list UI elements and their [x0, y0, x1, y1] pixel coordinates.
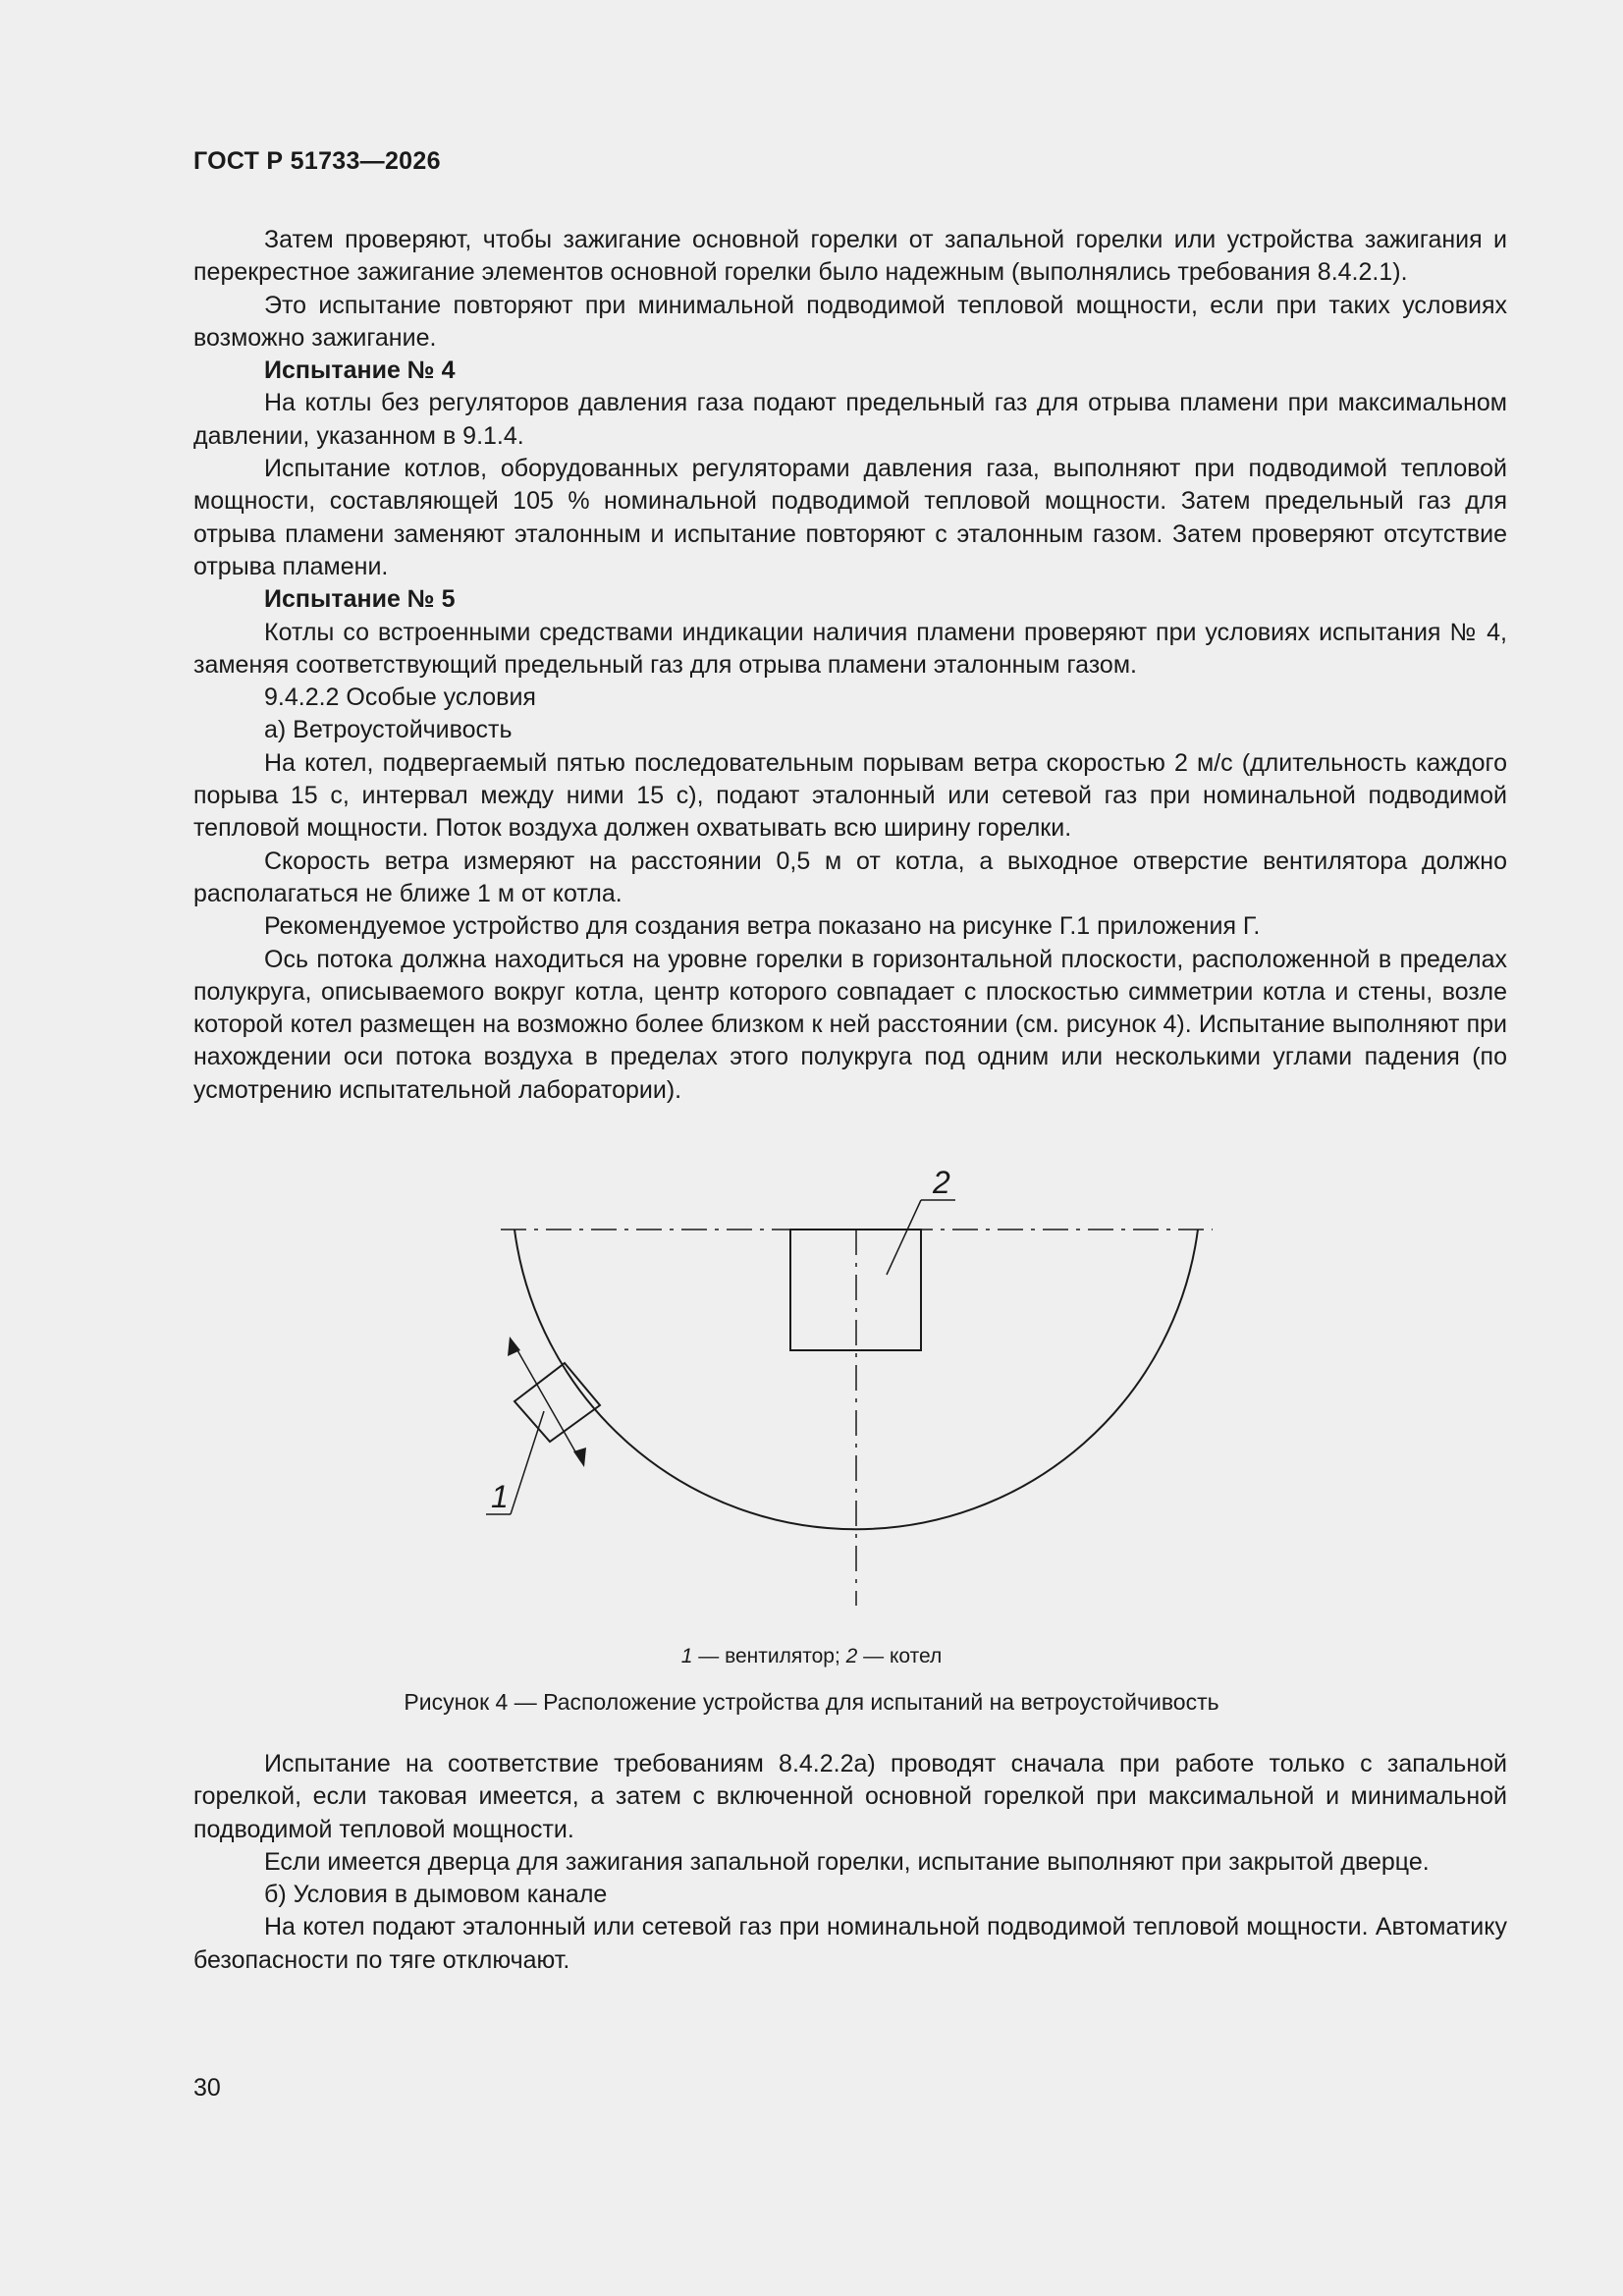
- paragraph: Ось потока должна находиться на уровне горелки в горизонтальной плоскости, расположенной в пределах полукруга, описываемого вокруг котла, центр которого совпадает с плоскостью симметрии котла и стены, возле которой котел размещен на возможно более близком к ней расстоянии (см. рисунок 4). Испытание выполняют при нахождении оси потока воздуха в пределах этого полукруга под одним или несколькими углами падения (по усмотрению испытательной лаборатории).: [193, 945, 1507, 1104]
- paragraph: Испытание на соответствие требованиям 8.4.2.2а) проводят сначала при работе только с запальной горелкой, если таковая имеется, а затем с включенной основной горелкой при максимальной и минимальной подводимой тепловой мощности.: [193, 1750, 1507, 1843]
- legend-text-2: — котел: [857, 1645, 943, 1667]
- figure-legend: [0, 1645, 1623, 1668]
- legend-num-2: 2: [845, 1645, 858, 1667]
- paragraph: На котлы без регуляторов давления газа подают предельный газ для отрыва пламени при максимальном давлении, указанном в 9.1.4.: [193, 389, 1507, 450]
- legend-num-1: 1: [680, 1645, 693, 1667]
- paragraph: На котел, подвергаемый пятью последовательным порывам ветра скоростью 2 м/с (длительность каждого порыва 15 с, интервал между ними 15 с), подают эталонный или сетевой газ при номинальной подводимой тепловой мощности. Поток воздуха должен охватывать всю ширину горелки.: [193, 748, 1507, 843]
- section-heading: 9.4.2.2 Особые условия: [264, 683, 536, 712]
- body-text-bottom: [193, 1748, 1507, 1977]
- label-fan: 1: [491, 1479, 509, 1514]
- paragraph: На котел подают эталонный или сетевой газ при номинальной подводимой тепловой мощности. Автоматику безопасности по тяге отключают.: [193, 1913, 1507, 1974]
- paragraph: Рекомендуемое устройство для создания ветра показано на рисунке Г.1 приложения Г.: [264, 912, 1261, 941]
- test-heading: Испытание № 5: [264, 585, 456, 614]
- subsection-heading: б) Условия в дымовом канале: [264, 1881, 608, 1909]
- airflow-axis: [514, 1343, 580, 1460]
- figure-caption: Рисунок 4 — Расположение устройства для испытаний на ветроустойчивость: [404, 1689, 1219, 1715]
- paragraph: Скорость ветра измеряют на расстоянии 0,5 м от котла, а выходное отверстие вентилятора должно располагаться не ближе 1 м от котла.: [193, 847, 1507, 907]
- paragraph: Затем проверяют, чтобы зажигание основной горелки от запальной горелки или устройства зажигания и перекрестное зажигание элементов основной горелки было надежным (выполнялись требования 8.4.2.1).: [193, 226, 1507, 287]
- paragraph: Это испытание повторяют при минимальной подводимой тепловой мощности, если при таких условиях возможно зажигание.: [193, 291, 1507, 352]
- paragraph: Если имеется дверца для зажигания запальной горелки, испытание выполняют при закрытой дверце.: [264, 1847, 1430, 1876]
- paragraph: Котлы со встроенными средствами индикации наличия пламени проверяют при условиях испытания № 4, заменяя соответствующий предельный газ для отрыва пламени эталонным газом.: [193, 618, 1507, 679]
- label-boiler: 2: [933, 1165, 950, 1200]
- page-header: ГОСТ Р 51733—2026: [193, 147, 441, 175]
- figure-diagram: [471, 1164, 1237, 1625]
- paragraph: Испытание котлов, оборудованных регуляторами давления газа, выполняют при подводимой тепловой мощности, составляющей 105 % номинальной подводимой тепловой мощности. Затем предельный газ для отрыва пламени заменяют эталонным и испытание повторяют с эталонным газом. Затем проверяют отсутствие отрыва пламени.: [193, 455, 1507, 580]
- legend-text-1: — вентилятор;: [692, 1645, 846, 1667]
- test-heading: Испытание № 4: [264, 356, 456, 385]
- figure-wind-test-layout: [471, 1164, 1237, 1625]
- leader-line-fan: [511, 1411, 544, 1514]
- subsection-heading: а) Ветроустойчивость: [264, 716, 513, 744]
- page-number: 30: [193, 2074, 221, 2102]
- fan-rect: [514, 1363, 600, 1442]
- body-text-top: [193, 224, 1507, 1107]
- leader-line-boiler: [887, 1200, 921, 1275]
